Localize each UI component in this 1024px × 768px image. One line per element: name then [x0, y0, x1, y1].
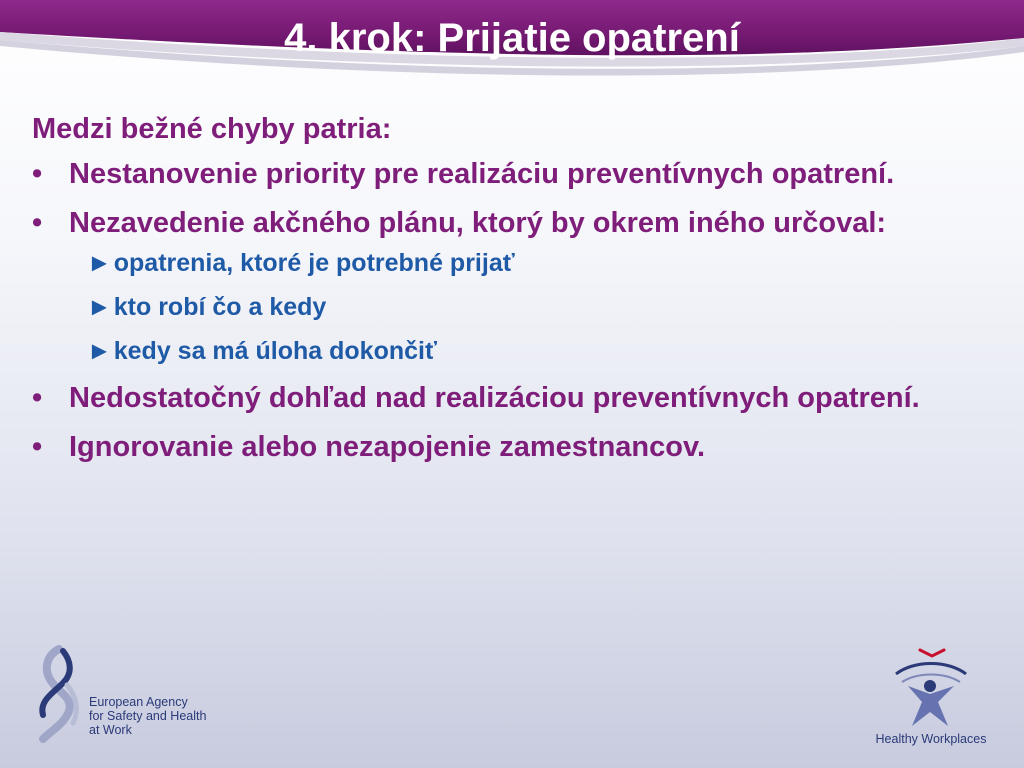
bullet-dot-icon: •: [32, 431, 43, 463]
bullet-item: [32, 205, 992, 242]
arrow-right-icon: ►: [87, 337, 112, 365]
arrow-right-icon: ►: [87, 249, 112, 277]
sub-list: [32, 248, 992, 366]
sub-item-text: opatrenia, ktoré je potrebné prijať: [113, 249, 515, 277]
eu-osha-line: at Work: [89, 723, 132, 737]
healthy-workplaces-text: Healthy Workplaces: [875, 732, 987, 746]
eu-osha-logo: [33, 645, 207, 745]
eu-osha-emblem-icon: [33, 645, 89, 745]
bullet-dot-icon: •: [32, 382, 43, 414]
bullet-item: [32, 429, 992, 466]
sub-item: [87, 336, 992, 366]
healthy-workplaces-emblem-icon: [866, 646, 996, 730]
eu-osha-line: European Agency: [89, 695, 188, 709]
healthy-workplaces-logo: [866, 646, 996, 751]
bullet-item: [32, 156, 992, 193]
eu-osha-text: [89, 695, 209, 737]
bullet-text: Nestanovenie priority pre realizáciu preventívnych opatrení.: [69, 158, 895, 190]
slide-title: 4. krok: Prijatie opatrení: [284, 16, 740, 60]
bullet-text: Nedostatočný dohľad nad realizáciou preventívnych opatrení.: [69, 382, 920, 414]
sub-item-text: kedy sa má úloha dokončiť: [113, 337, 437, 365]
slide-content: [32, 110, 992, 478]
bullet-text: Nezavedenie akčného plánu, ktorý by okrem iného určoval:: [69, 207, 887, 239]
eu-osha-line: for Safety and Health: [89, 709, 207, 723]
arrow-right-icon: ►: [87, 293, 112, 321]
bullet-dot-icon: •: [32, 158, 43, 190]
sub-item: [87, 248, 992, 278]
bullet-text: Ignorovanie alebo nezapojenie zamestnancov.: [69, 431, 706, 463]
sub-item: [87, 292, 992, 322]
bullet-dot-icon: •: [32, 207, 43, 239]
sub-item-text: kto robí čo a kedy: [113, 293, 327, 321]
bullet-item: [32, 380, 992, 417]
intro-text: Medzi bežné chyby patria:: [32, 113, 392, 145]
